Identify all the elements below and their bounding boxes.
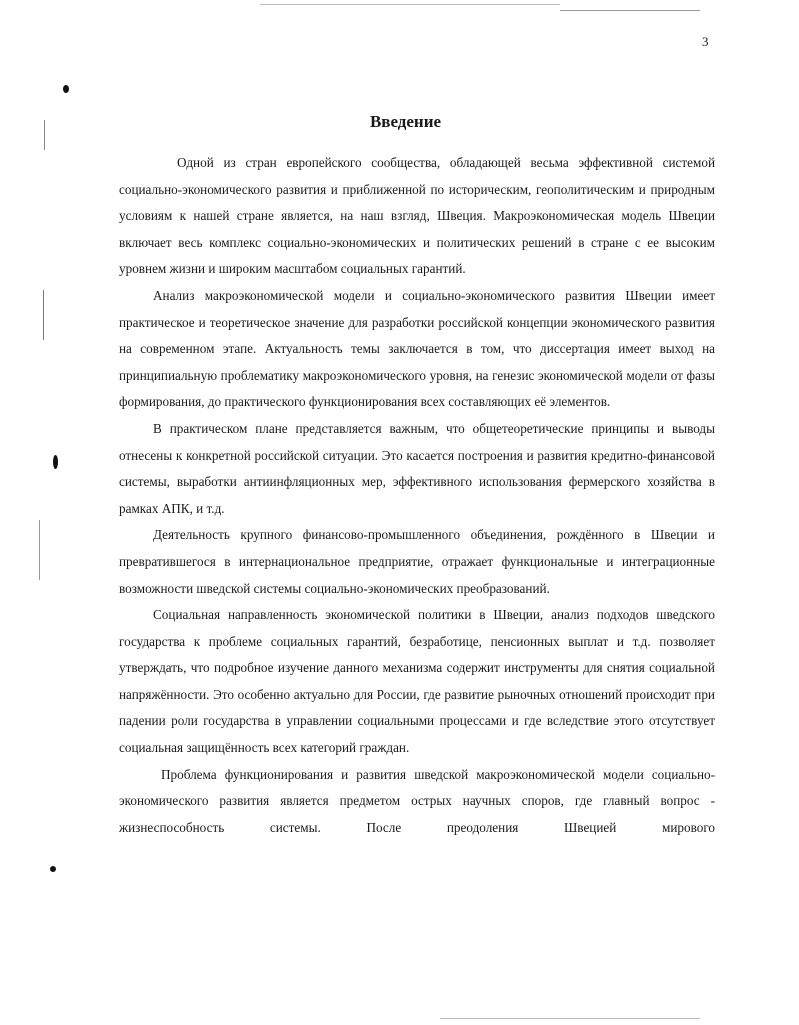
scan-mark: [44, 120, 45, 150]
paragraph: Анализ макроэкономической модели и социально-экономического развития Швеции имеет практическое и теоретическое значение для разработки российской концепции экономического развития на современном этапе. Актуальность темы заключается в том, что диссертация имеет выход на принципиальную проблематику макроэкономического уровня, на генезис экономической модели от фазы формирования, до практического функционирования всех составляющих её элементов.: [119, 287, 715, 410]
scan-mark: [39, 520, 40, 580]
body-text: [119, 150, 715, 841]
scan-mark: [440, 1018, 700, 1019]
scan-mark: [43, 290, 44, 340]
paragraph: Проблема функционирования и развития шведской макроэкономической модели социально-экономического развития является предметом острых научных споров, где главный вопрос - жизнеспособность системы. После преодоления Швецией мирового: [119, 766, 715, 835]
scan-mark: [50, 866, 56, 872]
page-number: 3: [702, 34, 709, 49]
scan-mark: [53, 455, 58, 469]
scan-mark: [63, 85, 69, 93]
paragraph: Социальная направленность экономической политики в Швеции, анализ подходов шведского государства к проблеме социальных гарантий, безработице, пенсионных выплат и т.д. позволяет утверждать, что подробное изучение данного механизма содержит инструменты для снятия социальной напряжённости. Это особенно актуально для России, где развитие рыночных отношений происходит при падении роли государства в управлении социальными процессами и где вследствие этого отсутствует социальная защищённость всех категорий граждан.: [119, 607, 715, 756]
paragraph: Деятельность крупного финансово-промышленного объединения, рождённого в Швеции и превратившегося в интернациональное предприятие, отражает функциональные и интеграционные возможности шведской системы социально-экономических преобразований.: [119, 527, 715, 596]
scan-mark: [560, 10, 700, 11]
paragraph: Одной из стран европейского сообщества, обладающей весьма эффективной системой социально-экономического развития и приближенной по историческим, геополитическим и природным условиям к нашей стране является, на наш взгляд, Швеция. Макроэкономическая модель Швеции включает весь комплекс социально-экономических и политических решений в стране с ее высоким уровнем жизни и широким масштабом социальных гарантий.: [119, 155, 715, 277]
scan-mark: [260, 4, 560, 5]
paragraph: В практическом плане представляется важным, что общетеоретические принципы и выводы отнесены к конкретной российской ситуации. Это касается построения и развития кредитно-финансовой системы, выработки антиинфляционных мер, эффективного использования фермерского хозяйства в рамках АПК, и т.д.: [119, 420, 715, 516]
section-title: Введение: [369, 112, 442, 131]
